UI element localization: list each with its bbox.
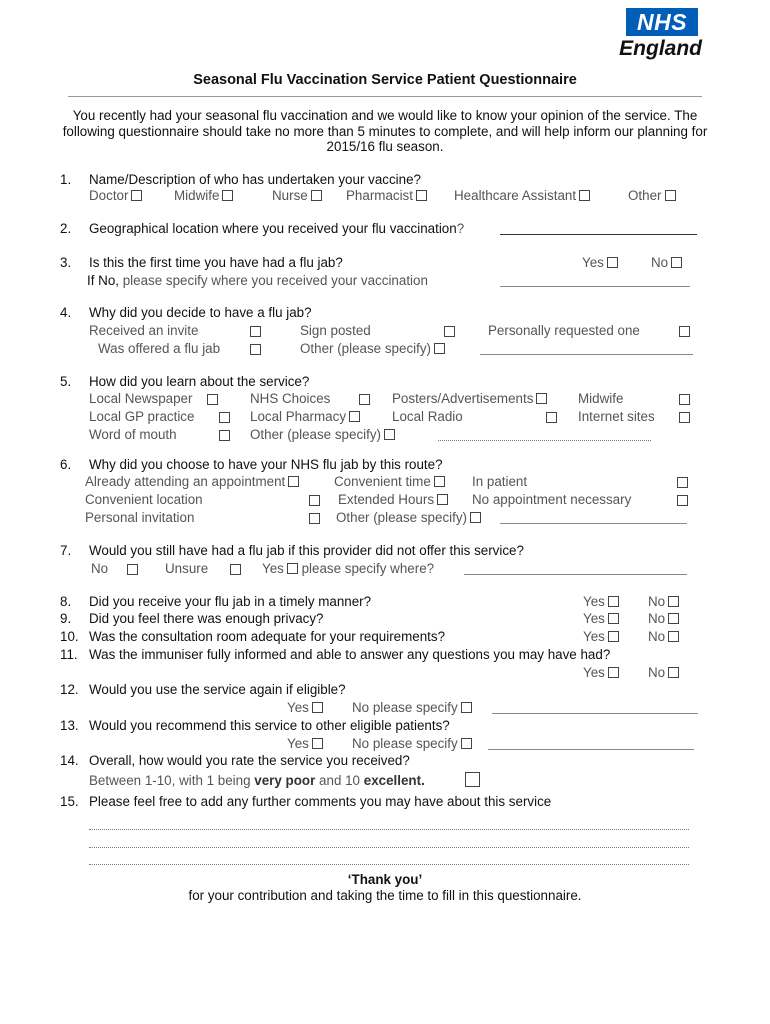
q14-rating-box[interactable]	[465, 772, 480, 787]
q8-text: Did you receive your flu jab in a timely manner?	[89, 594, 372, 609]
q12-no-specify[interactable]: No please specify	[352, 700, 472, 716]
closing-text: for your contribution and taking the time to fill in this questionnaire.	[188, 888, 582, 903]
checkbox[interactable]	[668, 596, 679, 607]
q3-if-no: If No, please specify where you received your vaccination	[87, 273, 428, 288]
q9-number: 9.	[60, 611, 72, 626]
q6-option-convenient-location: Convenient location	[85, 492, 203, 507]
q14-rating-instructions: Between 1-10, with 1 being very poor and 10 excellent.	[89, 773, 425, 788]
checkbox[interactable]	[416, 190, 427, 201]
q13-yes[interactable]: Yes	[287, 736, 323, 752]
q5-other-line[interactable]	[438, 440, 651, 441]
q15-number: 15.	[60, 794, 79, 809]
checkbox[interactable]	[671, 257, 682, 268]
q3-answer-line[interactable]	[500, 286, 690, 287]
thank-you-heading: ‘Thank you’	[347, 872, 423, 887]
checkbox[interactable]	[608, 613, 619, 624]
checkbox[interactable]	[608, 596, 619, 607]
checkbox[interactable]	[349, 411, 360, 422]
q6-option-other[interactable]: Other (please specify)	[336, 510, 481, 526]
q5-option-gp: Local GP practice	[89, 409, 195, 424]
checkbox[interactable]	[311, 190, 322, 201]
q5-checkbox-internet[interactable]	[679, 412, 690, 423]
q4-number: 4.	[60, 305, 72, 320]
q8-number: 8.	[60, 594, 72, 609]
checkbox[interactable]	[607, 257, 618, 268]
q15-text: Please feel free to add any further comments you may have about this service	[89, 794, 552, 809]
q10-text: Was the consultation room adequate for your requirements?	[89, 629, 446, 644]
q7-number: 7.	[60, 543, 72, 558]
checkbox[interactable]	[287, 563, 298, 574]
q5-checkbox-nhs-choices[interactable]	[359, 394, 370, 405]
q2-answer-line[interactable]	[500, 234, 697, 235]
q1-option-healthcare-assistant[interactable]: Healthcare Assistant	[454, 188, 590, 204]
q4-option-offered: Was offered a flu jab	[98, 341, 221, 356]
checkbox[interactable]	[608, 631, 619, 642]
comments-line-1[interactable]	[89, 829, 689, 830]
checkbox[interactable]	[222, 190, 233, 201]
q13-answer-line[interactable]	[488, 749, 694, 750]
q9-text: Did you feel there was enough privacy?	[89, 611, 324, 626]
logo-region: England	[619, 37, 702, 60]
q5-option-newspaper: Local Newspaper	[89, 391, 193, 406]
checkbox[interactable]	[536, 393, 547, 404]
q6-option-extended-hours[interactable]: Extended Hours	[338, 492, 448, 508]
q5-checkbox-radio[interactable]	[546, 412, 557, 423]
q5-option-posters[interactable]: Posters/Advertisements	[392, 391, 547, 407]
q10-number: 10.	[60, 629, 79, 644]
q13-number: 13.	[60, 718, 79, 733]
q5-option-radio: Local Radio	[392, 409, 463, 424]
q13-text: Would you recommend this service to other eligible patients?	[89, 718, 450, 733]
q11-text: Was the immuniser fully informed and able to answer any questions you may have had?	[89, 647, 611, 662]
q8-yes[interactable]: Yes	[583, 594, 619, 610]
q9-yes[interactable]: Yes	[583, 611, 619, 627]
q1-option-nurse[interactable]: Nurse	[272, 188, 322, 204]
checkbox[interactable]	[437, 494, 448, 505]
q4-option-received-invite: Received an invite	[89, 323, 199, 338]
q1-option-pharmacist[interactable]: Pharmacist	[346, 188, 427, 204]
nhs-england-logo	[600, 8, 702, 61]
q4-option-personally-requested: Personally requested one	[488, 323, 640, 338]
q4-other-line[interactable]	[480, 354, 693, 355]
q5-checkbox-midwife[interactable]	[679, 394, 690, 405]
q7-text: Would you still have had a flu jab if this provider did not offer this service?	[89, 543, 524, 558]
q6-option-in-patient: In patient	[472, 474, 528, 489]
q1-text: Name/Description of who has undertaken your vaccine?	[89, 172, 421, 187]
q5-text: How did you learn about the service?	[89, 374, 310, 389]
checkbox[interactable]	[665, 190, 676, 201]
q7-answer-line[interactable]	[464, 574, 687, 575]
q10-no[interactable]: No	[648, 629, 679, 645]
q5-option-word-of-mouth: Word of mouth	[89, 427, 177, 442]
q13-no-specify[interactable]: No please specify	[352, 736, 472, 752]
q5-number: 5.	[60, 374, 72, 389]
checkbox[interactable]	[668, 631, 679, 642]
q4-checkbox-personally-requested[interactable]	[679, 326, 690, 337]
checkbox[interactable]	[668, 613, 679, 624]
q7-option-yes[interactable]: Yes please specify where?	[262, 561, 435, 576]
q4-text: Why did you decide to have a flu jab?	[89, 305, 312, 320]
checkbox[interactable]	[434, 343, 445, 354]
q3-text: Is this the first time you have had a flu jab?	[89, 255, 343, 270]
q5-checkbox-word-of-mouth[interactable]	[219, 430, 230, 441]
q12-answer-line[interactable]	[492, 713, 698, 714]
q5-checkbox-gp[interactable]	[219, 412, 230, 423]
q1-option-doctor[interactable]: Doctor	[89, 188, 142, 204]
q14-text: Overall, how would you rate the service you received?	[89, 753, 410, 768]
q12-yes[interactable]: Yes	[287, 700, 323, 716]
q2-number: 2.	[60, 221, 72, 236]
q4-checkbox-received-invite[interactable]	[250, 326, 261, 337]
q14-number: 14.	[60, 753, 79, 768]
checkbox[interactable]	[579, 190, 590, 201]
q7-option-unsure: Unsure	[165, 561, 209, 576]
q6-option-already-attending[interactable]: Already attending an appointment	[85, 474, 299, 490]
q5-option-pharmacy[interactable]: Local Pharmacy	[250, 409, 360, 425]
q3-no[interactable]: No	[651, 255, 682, 271]
checkbox[interactable]	[312, 738, 323, 749]
q4-checkbox-offered[interactable]	[250, 344, 261, 355]
q5-checkbox-newspaper[interactable]	[207, 394, 218, 405]
checkbox[interactable]	[131, 190, 142, 201]
q11-yes[interactable]: Yes	[583, 665, 619, 681]
q3-yes[interactable]: Yes	[582, 255, 618, 271]
q8-no[interactable]: No	[648, 594, 679, 610]
q7-checkbox-no[interactable]	[127, 564, 138, 575]
q6-checkbox-in-patient[interactable]	[677, 477, 688, 488]
q2-text: Geographical location where you received your flu vaccination?	[89, 221, 465, 236]
checkbox[interactable]	[461, 702, 472, 713]
q11-no[interactable]: No	[648, 665, 679, 681]
q5-option-midwife: Midwife	[578, 391, 624, 406]
q6-number: 6.	[60, 457, 72, 472]
q12-text: Would you use the service again if eligible?	[89, 682, 346, 697]
q1-option-midwife[interactable]: Midwife	[174, 188, 233, 204]
q6-checkbox-no-appointment[interactable]	[677, 495, 688, 506]
intro-text: You recently had your seasonal flu vaccination and we would like to know your opinion of the service. The following questionnaire should take no more than 5 minutes to complete, and will help inform our planning for 2015/16 flu season.	[62, 108, 708, 154]
q6-checkbox-convenient-location[interactable]	[309, 495, 320, 506]
q6-option-convenient-time[interactable]: Convenient time	[334, 474, 445, 490]
q1-number: 1.	[60, 172, 72, 187]
q4-checkbox-sign-posted[interactable]	[444, 326, 455, 337]
q10-yes[interactable]: Yes	[583, 629, 619, 645]
q9-no[interactable]: No	[648, 611, 679, 627]
comments-line-3[interactable]	[89, 864, 689, 865]
q6-option-personal-invitation: Personal invitation	[85, 510, 195, 525]
q7-option-no: No	[91, 561, 109, 576]
q6-option-no-appointment: No appointment necessary	[472, 492, 632, 507]
q5-option-nhs-choices: NHS Choices	[250, 391, 331, 406]
checkbox[interactable]	[461, 738, 472, 749]
q3-number: 3.	[60, 255, 72, 270]
checkbox[interactable]	[312, 702, 323, 713]
checkbox[interactable]	[384, 429, 395, 440]
checkbox[interactable]	[434, 476, 445, 487]
checkbox[interactable]	[288, 476, 299, 487]
q6-other-line[interactable]	[500, 523, 687, 524]
q1-option-other[interactable]: Other	[628, 188, 676, 204]
q12-number: 12.	[60, 682, 79, 697]
page-title: Seasonal Flu Vaccination Service Patient Questionnaire	[193, 72, 577, 88]
title-divider	[68, 96, 702, 97]
q4-option-other[interactable]: Other (please specify)	[300, 341, 445, 357]
q6-text: Why did you choose to have your NHS flu jab by this route?	[89, 457, 443, 472]
q5-option-other[interactable]: Other (please specify)	[250, 427, 395, 443]
q6-checkbox-personal-invitation[interactable]	[309, 513, 320, 524]
nhs-logo-mark: NHS	[626, 8, 698, 36]
comments-line-2[interactable]	[89, 847, 689, 848]
checkbox[interactable]	[470, 512, 481, 523]
checkbox[interactable]	[668, 667, 679, 678]
q4-option-sign-posted: Sign posted	[300, 323, 371, 338]
checkbox[interactable]	[608, 667, 619, 678]
q7-checkbox-unsure[interactable]	[230, 564, 241, 575]
q5-option-internet: Internet sites	[578, 409, 655, 424]
q11-number: 11.	[60, 647, 78, 662]
